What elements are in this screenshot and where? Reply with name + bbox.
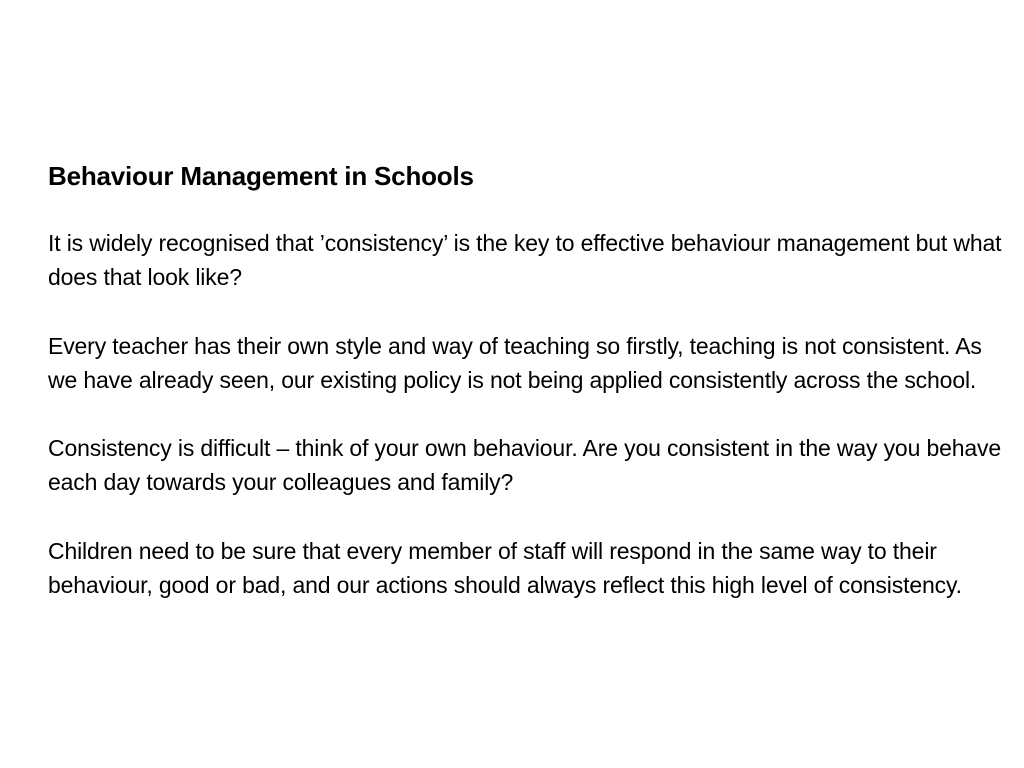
slide-title: Behaviour Management in Schools [48, 161, 474, 191]
paragraph-children-need: Children need to be sure that every member of staff will respond in the same way to their behaviour, good or bad, and our actions should always reflect this high level of consistency. [48, 537, 962, 599]
paragraph-teaching-style: Every teacher has their own style and way of teaching so firstly, teaching is not consistent. As we have already seen, our existing policy is not being applied consistently across the school. [48, 332, 982, 393]
paragraph-consistency-difficult: Consistency is difficult – think of your own behaviour. Are you consistent in the way you behave each day towards your colleagues and family? [48, 435, 1002, 496]
slide-content [48, 156, 1008, 602]
paragraph-consistency-key: It is widely recognised that ’consistency’ is the key to effective behaviour management but what does that look like? [48, 230, 1002, 291]
